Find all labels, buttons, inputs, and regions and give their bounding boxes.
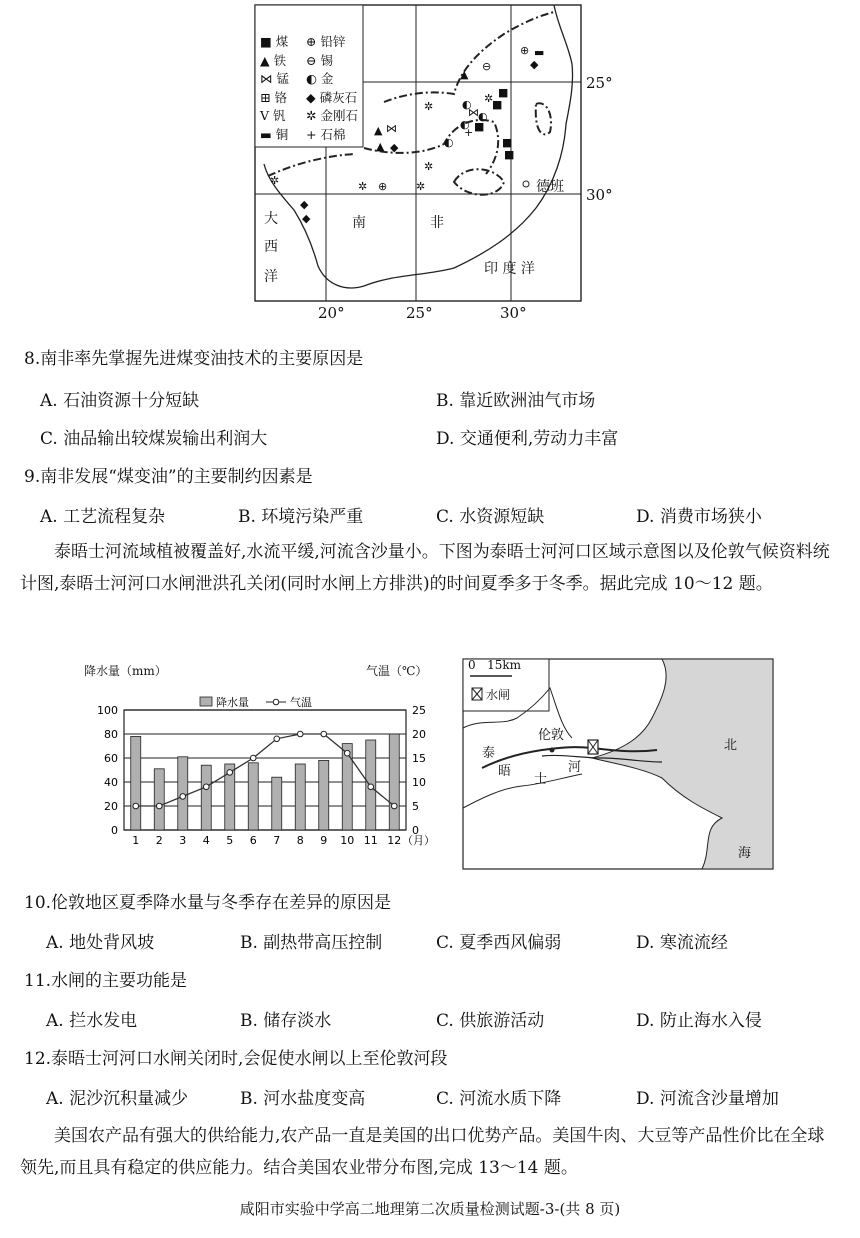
svg-text:⋈: ⋈ bbox=[468, 106, 479, 119]
sea-label: 海 bbox=[738, 846, 752, 861]
svg-text:✲: ✲ bbox=[270, 174, 280, 187]
map-legend bbox=[260, 33, 364, 144]
y-tick-right: 10 bbox=[412, 776, 426, 789]
river-label: 河 bbox=[568, 760, 582, 775]
y-tick-right: 15 bbox=[412, 752, 426, 765]
lon-label-30: 30° bbox=[500, 304, 527, 322]
legend-item-7 bbox=[306, 89, 364, 108]
ocean-label-3: 洋 bbox=[264, 269, 278, 285]
legend-item-10 bbox=[260, 126, 306, 145]
bar-precip bbox=[342, 744, 352, 830]
svg-text:■: ■ bbox=[498, 86, 509, 99]
svg-text:⊖: ⊖ bbox=[482, 60, 492, 73]
y-tick-left: 0 bbox=[111, 824, 118, 837]
temperature-point bbox=[227, 770, 233, 776]
temperature-point bbox=[274, 736, 280, 742]
legend-label: 金 bbox=[320, 71, 334, 86]
q8-option-a[interactable]: A. 石油资源十分短缺 bbox=[40, 391, 200, 411]
svg-text:▲: ▲ bbox=[374, 124, 383, 137]
passage-usa-agriculture: 美国农产品有强大的供给能力,农产品一直是美国的出口优势产品。美国牛肉、大豆等产品性价比在全球领先,而且具有稳定的供应能力。结合美国农业带分布图,完成 13～14 题。 bbox=[20, 1126, 825, 1178]
bar-precip bbox=[319, 760, 329, 830]
bar-precip bbox=[389, 734, 399, 830]
legend-temp: 气温 bbox=[290, 696, 312, 709]
q12-option-c[interactable]: C. 河流水质下降 bbox=[436, 1089, 562, 1109]
temperature-point bbox=[180, 794, 186, 800]
temperature-point bbox=[321, 731, 327, 737]
chart-ylabel-left: 降水量（mm） bbox=[84, 664, 167, 678]
legend-symbol-icon: ⋈ bbox=[260, 71, 277, 86]
svg-text:▬: ▬ bbox=[534, 46, 545, 59]
legend-item-11 bbox=[306, 126, 364, 145]
africa-label: 非 bbox=[430, 215, 444, 231]
y-tick-right: 20 bbox=[412, 728, 426, 741]
svg-text:✲: ✲ bbox=[424, 100, 434, 113]
y-tick-left: 60 bbox=[104, 752, 118, 765]
x-tick: 10 bbox=[340, 834, 355, 847]
question-8-stem: 8.南非率先掌握先进煤变油技术的主要原因是 bbox=[24, 349, 364, 369]
q11-option-d[interactable]: D. 防止海水入侵 bbox=[636, 1011, 762, 1031]
question-9-stem: 9.南非发展“煤变油”的主要制约因素是 bbox=[24, 467, 313, 487]
bar-precip bbox=[272, 777, 282, 830]
y-tick-left: 20 bbox=[104, 800, 118, 813]
q8-option-b[interactable]: B. 靠近欧洲油气市场 bbox=[436, 391, 596, 411]
q9-option-a[interactable]: A. 工艺流程复杂 bbox=[40, 507, 166, 527]
legend-item-4 bbox=[260, 70, 306, 89]
north-label: 北 bbox=[724, 738, 738, 753]
legend-label: 磷灰石 bbox=[319, 89, 358, 105]
legend-symbol-icon: ◐ bbox=[306, 71, 321, 86]
svg-text:✲: ✲ bbox=[484, 92, 494, 105]
x-tick: 1 bbox=[132, 834, 140, 847]
legend-symbol-icon: + bbox=[306, 126, 321, 142]
y-tick-right: 5 bbox=[412, 800, 419, 813]
wu-label: 晤 bbox=[498, 764, 512, 779]
x-tick: 9 bbox=[320, 834, 328, 847]
legend-label: 铁 bbox=[273, 52, 287, 68]
map2-legend-sluice: 水闸 bbox=[486, 688, 511, 702]
q10-option-b[interactable]: B. 副热带高压控制 bbox=[240, 933, 383, 953]
svg-text:■: ■ bbox=[504, 148, 515, 161]
legend-item-2 bbox=[260, 52, 306, 71]
y-tick-left: 80 bbox=[104, 728, 118, 741]
y-tick-right: 0 bbox=[412, 824, 419, 837]
legend-item-3 bbox=[306, 52, 364, 71]
q11-option-c[interactable]: C. 供旅游活动 bbox=[436, 1011, 545, 1031]
q10-option-c[interactable]: C. 夏季西风偏弱 bbox=[436, 933, 562, 953]
plot-frame bbox=[124, 710, 406, 830]
legend-symbol-icon: ■ bbox=[260, 34, 276, 49]
temperature-point bbox=[203, 784, 209, 790]
question-12-stem: 12.泰晤士河河口水闸关闭时,会促使水闸以上至伦敦河段 bbox=[24, 1049, 448, 1069]
south-label: 南 bbox=[352, 215, 366, 231]
svg-text:✲: ✲ bbox=[358, 180, 368, 193]
lon-label-25: 25° bbox=[406, 304, 433, 322]
legend-symbol-icon: ▲ bbox=[260, 52, 274, 68]
svg-text:◐: ◐ bbox=[462, 98, 472, 111]
tai-label: 泰 bbox=[482, 746, 496, 761]
bar-precip bbox=[154, 769, 164, 830]
legend-symbol-icon: ⊖ bbox=[306, 52, 321, 68]
legend-item-8 bbox=[260, 107, 306, 126]
svg-text:▲: ▲ bbox=[376, 140, 385, 153]
legend-label: 锰 bbox=[276, 71, 289, 86]
svg-text:▲: ▲ bbox=[460, 68, 469, 81]
temperature-point bbox=[156, 803, 162, 809]
legend-label: 钒 bbox=[273, 108, 286, 123]
svg-text:⋈: ⋈ bbox=[386, 122, 397, 135]
legend-item-5 bbox=[306, 70, 364, 89]
svg-text:◆: ◆ bbox=[302, 212, 311, 225]
svg-text:■: ■ bbox=[474, 120, 485, 133]
indian-ocean-label: 印 度 洋 bbox=[484, 261, 535, 277]
legend-label: 铅锌 bbox=[320, 34, 346, 49]
svg-text:◆: ◆ bbox=[530, 58, 539, 71]
svg-text:◆: ◆ bbox=[390, 141, 399, 154]
svg-text:✲: ✲ bbox=[424, 160, 434, 173]
ocean-label-2: 西 bbox=[264, 239, 278, 255]
temperature-line bbox=[136, 734, 395, 806]
q11-option-b[interactable]: B. 储存淡水 bbox=[240, 1011, 332, 1031]
legend-symbol-icon: ▬ bbox=[260, 126, 276, 142]
london-climate-chart bbox=[80, 660, 440, 860]
temperature-point bbox=[368, 784, 374, 790]
lon-label-20: 20° bbox=[318, 304, 345, 322]
legend-symbol-icon: ⊞ bbox=[260, 89, 275, 105]
svg-text:■: ■ bbox=[492, 98, 503, 111]
q12-option-b[interactable]: B. 河水盐度变高 bbox=[240, 1089, 366, 1109]
y-tick-right: 25 bbox=[412, 704, 426, 717]
legend-label: 石棉 bbox=[320, 126, 346, 142]
x-tick: 7 bbox=[273, 834, 281, 847]
q12-option-a[interactable]: A. 泥沙沉积量减少 bbox=[46, 1089, 189, 1109]
bar-precip bbox=[295, 764, 305, 830]
x-tick: 6 bbox=[249, 834, 257, 847]
x-unit: （月） bbox=[402, 834, 435, 847]
x-tick: 8 bbox=[296, 834, 304, 847]
question-10-stem: 10.伦敦地区夏季降水量与冬季存在差异的原因是 bbox=[24, 893, 392, 913]
svg-text:⊕: ⊕ bbox=[520, 44, 530, 57]
q8-option-c[interactable]: C. 油品输出较煤炭输出利润大 bbox=[40, 429, 268, 449]
page-footer: 咸阳市实验中学高二地理第二次质量检测试题-3-(共 8 页) bbox=[239, 1200, 621, 1218]
south-africa-mineral-map bbox=[254, 4, 613, 304]
bar-precip bbox=[248, 763, 258, 830]
thames-estuary-map bbox=[462, 658, 774, 870]
legend-label: 铬 bbox=[274, 89, 287, 105]
legend-item-1 bbox=[306, 33, 364, 52]
temperature-point bbox=[344, 750, 350, 756]
q10-option-a[interactable]: A. 地处背风坡 bbox=[46, 933, 155, 953]
x-tick: 3 bbox=[179, 834, 187, 847]
svg-text:◆: ◆ bbox=[300, 198, 309, 211]
y-tick-left: 40 bbox=[104, 776, 118, 789]
x-tick: 2 bbox=[155, 834, 163, 847]
durban-label: 德班 bbox=[536, 179, 564, 195]
london-label: 伦敦 bbox=[538, 728, 565, 743]
temperature-point bbox=[133, 803, 139, 809]
legend-label: 煤 bbox=[275, 34, 289, 49]
legend-item-0 bbox=[260, 33, 306, 52]
x-tick: 12 bbox=[387, 834, 402, 847]
shi-label: 士 bbox=[534, 772, 548, 787]
passage-thames: 泰晤士河流域植被覆盖好,水流平缓,河流含沙量小。下图为泰晤士河河口区域示意图以及伦敦气候资料统计图,泰晤士河河口水闸泄洪孔关闭(同时水闸上方排洪)的时间夏季多于冬季。据此完成 10～12 题。 bbox=[20, 542, 830, 594]
legend-line-marker bbox=[273, 699, 279, 705]
temperature-point bbox=[297, 731, 303, 737]
svg-text:+: + bbox=[464, 126, 474, 139]
svg-text:✲: ✲ bbox=[416, 180, 426, 193]
x-tick: 4 bbox=[202, 834, 210, 847]
q11-option-a[interactable]: A. 拦水发电 bbox=[46, 1011, 138, 1031]
legend-symbol-icon: ◆ bbox=[306, 89, 320, 105]
map2-scale: 0 15km bbox=[468, 658, 521, 672]
q9-option-d[interactable]: D. 消费市场狭小 bbox=[636, 507, 762, 527]
lat-label-25: 25° bbox=[586, 74, 613, 92]
temperature-point bbox=[391, 803, 397, 809]
q8-option-d[interactable]: D. 交通便利,劳动力丰富 bbox=[436, 429, 619, 449]
chart-ylabel-right: 气温（℃） bbox=[366, 664, 428, 678]
legend-item-6 bbox=[260, 89, 306, 108]
temperature-point bbox=[250, 755, 256, 761]
legend-symbol-icon: ✲ bbox=[306, 108, 321, 123]
svg-text:◐: ◐ bbox=[460, 118, 470, 131]
bar-precip bbox=[201, 765, 211, 830]
legend-symbol-icon: ⊕ bbox=[306, 34, 321, 49]
x-tick: 11 bbox=[363, 834, 378, 847]
bar-precip bbox=[131, 736, 141, 830]
q12-option-d[interactable]: D. 河流含沙量增加 bbox=[636, 1089, 779, 1109]
q10-option-d[interactable]: D. 寒流流经 bbox=[636, 933, 728, 953]
y-tick-left: 100 bbox=[97, 704, 118, 717]
legend-label: 金刚石 bbox=[320, 108, 358, 123]
svg-text:◐: ◐ bbox=[478, 110, 488, 123]
svg-text:■: ■ bbox=[502, 136, 513, 149]
legend-symbol-icon: V bbox=[260, 108, 274, 123]
question-11-stem: 11.水闸的主要功能是 bbox=[24, 971, 188, 991]
q9-option-b[interactable]: B. 环境污染严重 bbox=[238, 507, 364, 527]
legend-bar-swatch bbox=[200, 697, 212, 706]
lat-label-30: 30° bbox=[586, 186, 613, 204]
svg-text:⊕: ⊕ bbox=[378, 180, 388, 193]
svg-text:◐: ◐ bbox=[444, 136, 454, 149]
legend-label: 铜 bbox=[275, 126, 289, 142]
legend-label: 锡 bbox=[320, 52, 333, 68]
q9-option-c[interactable]: C. 水资源短缺 bbox=[436, 507, 545, 527]
ocean-label-1: 大 bbox=[264, 211, 278, 227]
x-tick: 5 bbox=[226, 834, 234, 847]
legend-item-9 bbox=[306, 107, 364, 126]
legend-precip: 降水量 bbox=[216, 696, 249, 709]
